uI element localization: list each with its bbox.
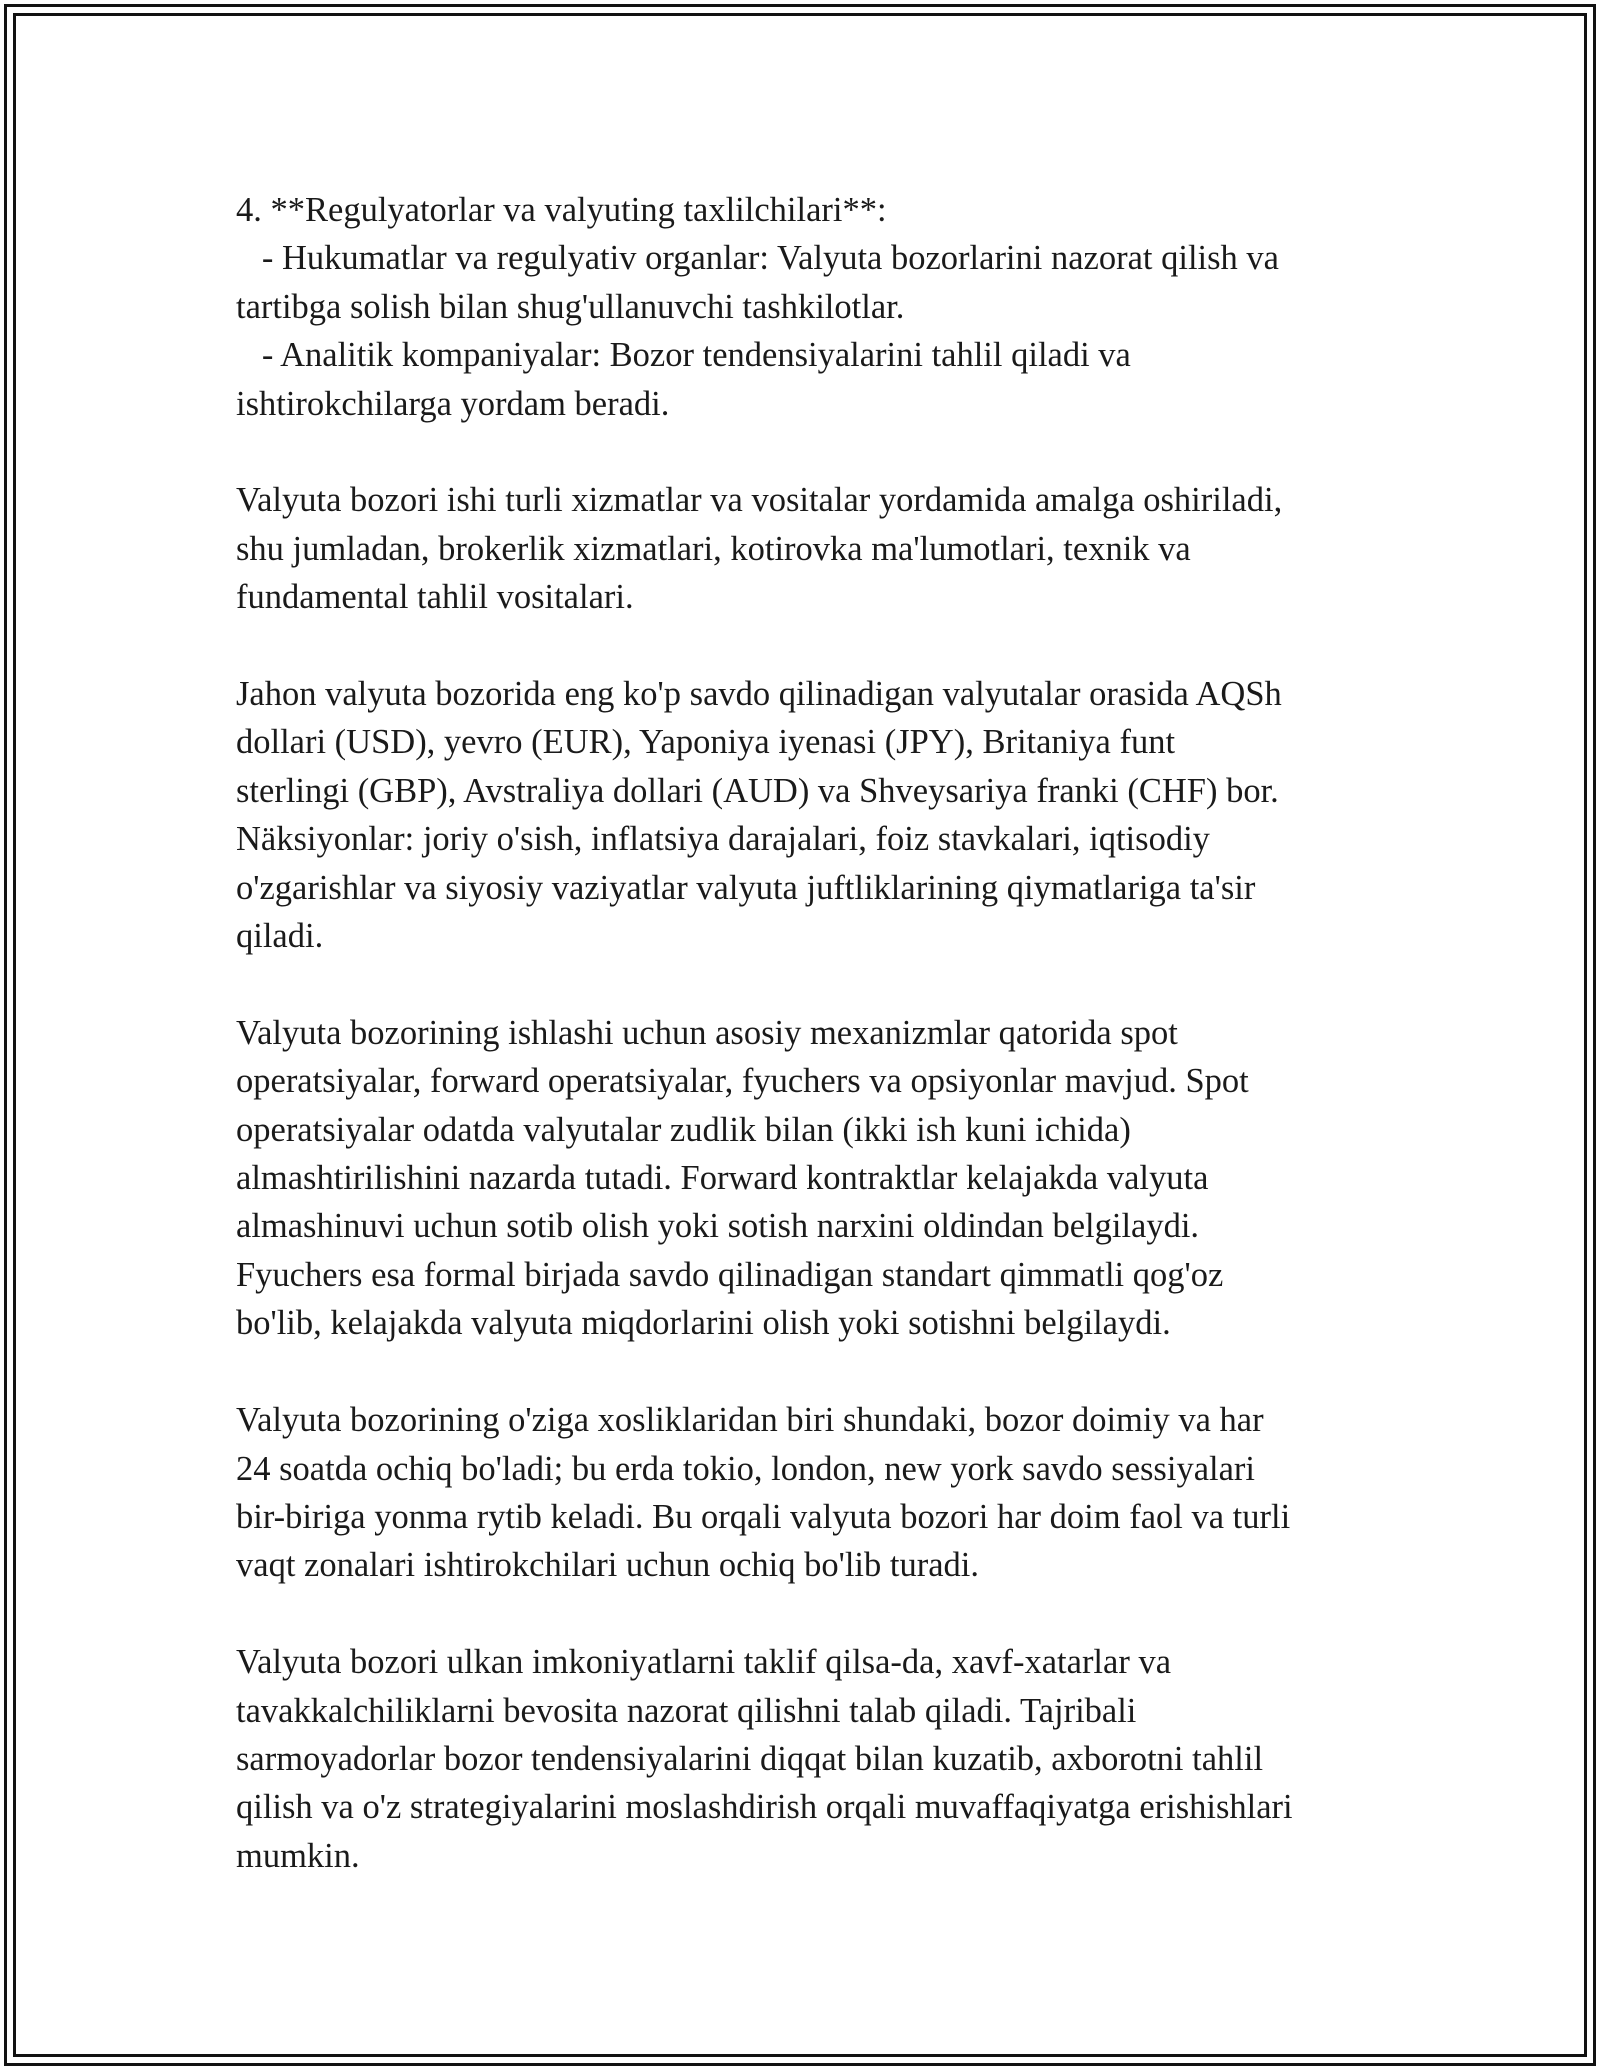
paragraph-gap xyxy=(236,1590,1376,1638)
bullet-line: tartibga solish bilan shug'ullanuvchi tashkilotlar. xyxy=(236,287,905,326)
paragraph-line: Valyuta bozori ishi turli xizmatlar va vositalar yordamida amalga oshiriladi, xyxy=(236,481,1283,520)
paragraph-services xyxy=(236,476,1376,621)
paragraph-gap xyxy=(236,1348,1376,1396)
section-heading-block xyxy=(236,186,1376,428)
bullet-line: - Hukumatlar va regulyativ organlar: Valyuta bozorlarini nazorat qilish va xyxy=(236,239,1279,278)
paragraph-line: shu jumladan, brokerlik xizmatlari, kotirovka ma'lumotlari, texnik va xyxy=(236,529,1191,568)
paragraph-line: fundamental tahlil vositalari. xyxy=(236,578,634,617)
paragraph-line: operatsiyalar odatda valyutalar zudlik bilan (ikki ish kuni ichida) xyxy=(236,1110,1131,1149)
paragraph-currencies xyxy=(236,670,1376,960)
paragraph-line: Jahon valyuta bozorida eng ko'p savdo qilinadigan valyutalar orasida AQSh xyxy=(236,675,1282,714)
paragraph-line: dollari (USD), yevro (EUR), Yaponiya iyenasi (JPY), Britaniya funt xyxy=(236,723,1176,762)
paragraph-line: Fyuchers esa formal birjada savdo qilinadigan standart qimmatli qog'oz xyxy=(236,1255,1224,1294)
paragraph-line: qilish va o'z strategiyalarini moslashdirish orqali muvaffaqiyatga erishishlari xyxy=(236,1788,1293,1827)
paragraph-line: Valyuta bozorining o'ziga xosliklaridan biri shundaki, bozor doimiy va har xyxy=(236,1401,1264,1440)
paragraph-line: o'zgarishlar va siyosiy vaziyatlar valyuta juftliklarining qiymatlariga ta'sir xyxy=(236,868,1256,907)
paragraph-line: bo'lib, kelajakda valyuta miqdorlarini olish yoki sotishni belgilaydi. xyxy=(236,1304,1171,1343)
paragraph-line: vaqt zonalari ishtirokchilari uchun ochiq bo'lib turadi. xyxy=(236,1546,979,1585)
section-heading: 4. **Regulyatorlar va valyuting taxlilchilari**: xyxy=(236,191,887,229)
paragraph-gap xyxy=(236,960,1376,1008)
paragraph-mechanisms xyxy=(236,1009,1376,1348)
paragraph-line: Näksiyonlar: joriy o'sish, inflatsiya darajalari, foiz stavkalari, iqtisodiy xyxy=(236,820,1210,859)
paragraph-line: tavakkalchiliklarni bevosita nazorat qilishni talab qiladi. Tajribali xyxy=(236,1691,1137,1730)
paragraph-line: qiladi. xyxy=(236,917,324,956)
paragraph-risks xyxy=(236,1638,1376,1880)
paragraph-line: Valyuta bozori ulkan imkoniyatlarni taklif qilsa-da, xavf-xatarlar va xyxy=(236,1643,1172,1682)
paragraph-sessions xyxy=(236,1396,1376,1590)
paragraph-line: 24 soatda ochiq bo'ladi; bu erda tokio, london, new york savdo sessiyalari xyxy=(236,1449,1255,1488)
paragraph-line: bir-biriga yonma rytib keladi. Bu orqali valyuta bozori har doim faol va turli xyxy=(236,1497,1291,1536)
paragraph-line: operatsiyalar, forward operatsiyalar, fyuchers va opsiyonlar mavjud. Spot xyxy=(236,1062,1249,1101)
paragraph-gap xyxy=(236,622,1376,670)
paragraph-line: sterlingi (GBP), Avstraliya dollari (AUD) va Shveysariya franki (CHF) bor. xyxy=(236,771,1279,810)
paragraph-line: sarmoyadorlar bozor tendensiyalarini diqqat bilan kuzatib, axborotni tahlil xyxy=(236,1739,1264,1778)
document-body xyxy=(236,186,1376,1880)
paragraph-gap xyxy=(236,428,1376,476)
bullet-line: - Analitik kompaniyalar: Bozor tendensiyalarini tahlil qiladi va xyxy=(236,336,1131,375)
paragraph-line: Valyuta bozorining ishlashi uchun asosiy mexanizmlar qatorida spot xyxy=(236,1013,1178,1052)
paragraph-line: almashinuvi uchun sotib olish yoki sotish narxini oldindan belgilaydi. xyxy=(236,1207,1200,1246)
paragraph-line: almashtirilishini nazarda tutadi. Forward kontraktlar kelajakda valyuta xyxy=(236,1159,1209,1198)
paragraph-line: mumkin. xyxy=(236,1836,360,1875)
bullet-line: ishtirokchilarga yordam beradi. xyxy=(236,384,670,423)
